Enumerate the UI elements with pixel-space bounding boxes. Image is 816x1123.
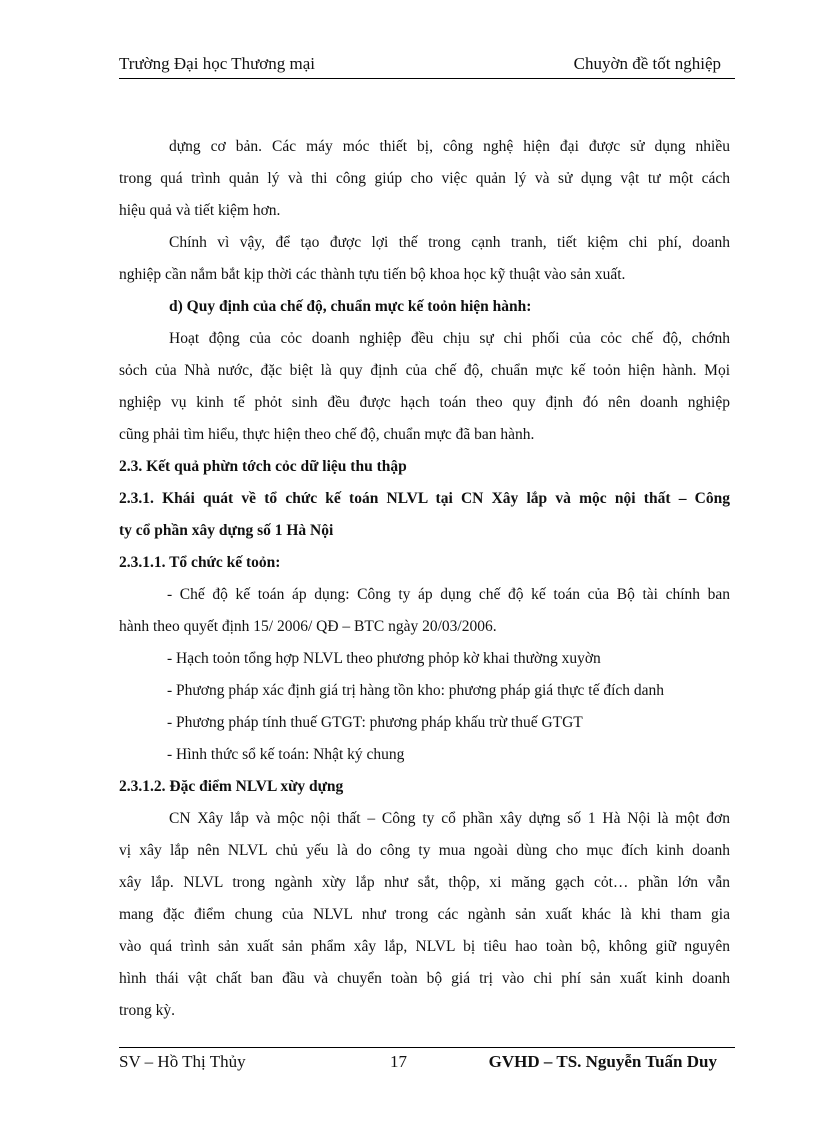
paragraph-line: nghiệp vụ kinh tế phỏt sinh đều được hạch toán theo quy định đó nên doanh nghiệp	[119, 394, 730, 411]
section-heading-line: 2.3.1.2. Đặc điểm NLVL xừy dựng	[119, 778, 344, 795]
page-number: 17	[390, 1052, 407, 1071]
section-heading-line: 2.3.1.1. Tổ chức kế toỏn:	[119, 554, 281, 571]
paragraph-line: - Phương pháp xác định giá trị hàng tồn kho: phương pháp giá thực tế đích danh	[167, 682, 665, 699]
paragraph-line: xây lắp. NLVL trong ngành xừy lắp như sắt, thộp, xi măng gạch cỏt… phần lớn vẫn	[119, 874, 730, 891]
page-header	[119, 52, 735, 79]
paragraph-line: trong kỳ.	[119, 1002, 175, 1019]
footer-student-name: SV – Hồ Thị Thủy	[119, 1052, 246, 1071]
paragraph-line: nghiệp cần nắm bắt kịp thời các thành tựu tiến bộ khoa học kỹ thuật vào sản xuất.	[119, 266, 626, 283]
paragraph-line: sỏch của Nhà nước, đặc biệt là quy định của chế độ, chuẩn mực kế toỏn hiện hành. Mọi	[119, 362, 730, 379]
section-heading-line: 2.3.1. Khái quát về tổ chức kế toán NLVL tại CN Xây lắp và mộc nội thất – Công	[119, 490, 730, 507]
paragraph-line: vị xây lắp nên NLVL chủ yếu là do công ty mua ngoài dùng cho mục đích kinh doanh	[119, 842, 730, 859]
paragraph-line: hiệu quả và tiết kiệm hơn.	[119, 202, 281, 219]
paragraph-line: CN Xây lắp và mộc nội thất – Công ty cổ phần xây dựng số 1 Hà Nội là một đơn	[169, 810, 730, 827]
document-body	[119, 131, 730, 1027]
footer-advisor-name: GVHD – TS. Nguyễn Tuấn Duy	[488, 1052, 717, 1071]
paragraph-line: - Hạch toỏn tổng hợp NLVL theo phương phỏp kờ khai thường xuyờn	[167, 650, 601, 667]
paragraph-line: hình thái vật chất ban đầu và chuyển toàn bộ giá trị vào chi phí sản xuất kinh doanh	[119, 970, 730, 987]
section-heading-line: 2.3. Kết quả phừn tớch cỏc dữ liệu thu thập	[119, 458, 407, 475]
paragraph-line: hành theo quyết định 15/ 2006/ QĐ – BTC ngày 20/03/2006.	[119, 618, 497, 635]
header-school-name: Trường Đại học Thương mại	[119, 54, 316, 73]
paragraph-line: - Chế độ kế toán áp dụng: Công ty áp dụng chế độ kế toán của Bộ tài chính ban	[167, 586, 730, 603]
paragraph-line: - Phương pháp tính thuế GTGT: phương pháp khấu trừ thuế GTGT	[167, 714, 583, 731]
paragraph-line: Hoạt động của cỏc doanh nghiệp đều chịu sự chi phối của cỏc chế độ, chớnh	[169, 330, 730, 347]
paragraph-line: - Hình thức sổ kế toán: Nhật ký chung	[167, 746, 405, 763]
page-footer	[119, 1047, 735, 1080]
paragraph-line: vào quá trình sản xuất sản phẩm xây lắp, NLVL bị tiêu hao toàn bộ, không giữ nguyên	[119, 938, 730, 955]
section-heading-line: d) Quy định của chế độ, chuẩn mực kế toỏn hiện hành:	[169, 298, 532, 315]
section-heading-line: ty cổ phần xây dựng số 1 Hà Nội	[119, 522, 334, 539]
paragraph-line: cũng phải tìm hiểu, thực hiện theo chế độ, chuẩn mực đã ban hành.	[119, 426, 535, 443]
paragraph-line: Chính vì vậy, để tạo được lợi thế trong cạnh tranh, tiết kiệm chi phí, doanh	[169, 234, 730, 251]
paragraph-line: dựng cơ bản. Các máy móc thiết bị, công nghệ hiện đại được sử dụng nhiều	[169, 138, 730, 155]
paragraph-line: mang đặc điểm chung của NLVL như trong các ngành sản xuất khác là khi tham gia	[119, 906, 730, 923]
paragraph-line: trong quá trình quản lý và thi công giúp cho việc quản lý và sử dụng vật tư một cách	[119, 170, 730, 187]
header-doc-type: Chuyờn đề tốt nghiệp	[573, 54, 721, 73]
